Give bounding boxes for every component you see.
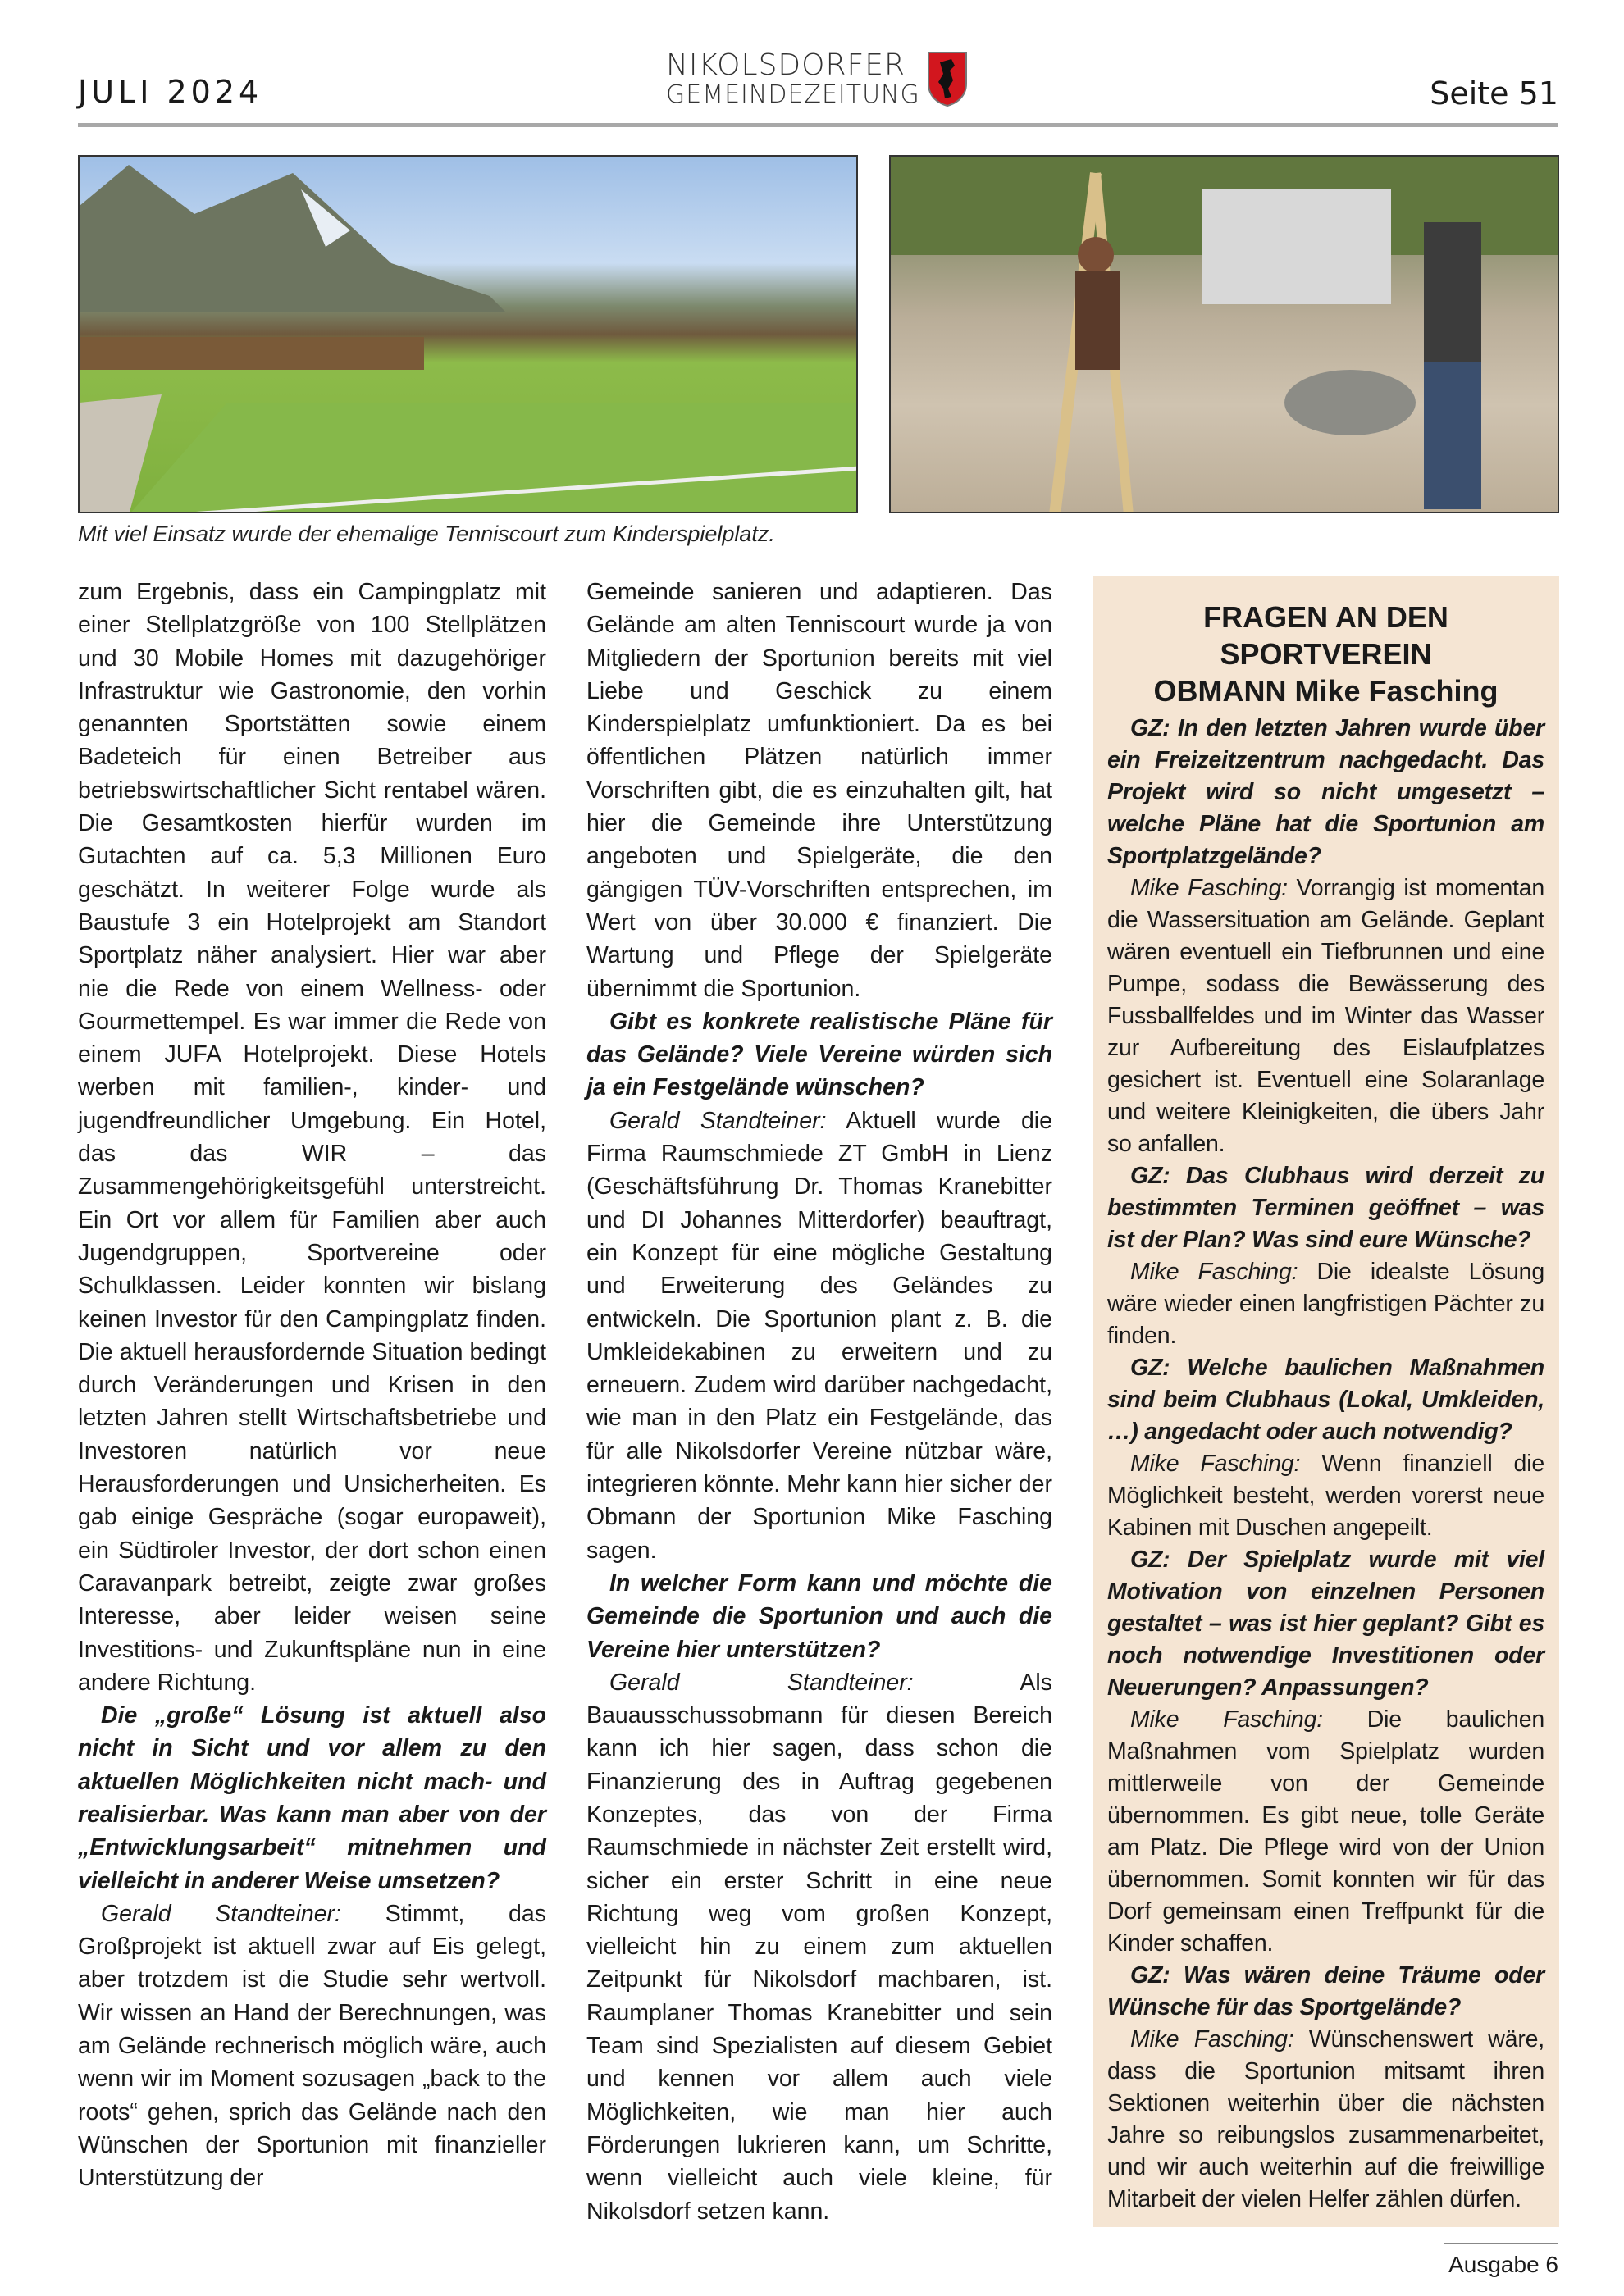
sidebar-title-line1: FRAGEN AN DEN SPORTVEREIN	[1203, 600, 1448, 671]
speaker-name: Mike Fasching:	[1130, 2026, 1294, 2052]
logo-line2: GEMEINDEZEITUNG	[666, 80, 920, 109]
answer-text: Stimmt, das Großprojekt ist aktuell zwar auf Eis gelegt, aber trotzdem ist die Studie sehr wertvoll. Wir wissen an Hand der Berechnungen, was am Gelände rechnerisch möglich wäre, auch wenn wir im Moment sozusagen „back to the roots“ gehen, sprich das Gelände nach den Wünschen der Sportunion mit finanzieller Unterstützung der	[78, 1900, 546, 2192]
answer-text: Als Bauausschussobmann für diesen Bereich kann ich hier sagen, dass schon die Finanzierung des in Auftrag gegebenen Konzeptes, das von der Firma Raumschmiede in nächster Zeit erstellt wird, sicher ein erster Schritt in eine neue Richtung weg vom großen Konzept, vielleicht hin zu einem zum aktuellen Zeitpunkt für Nikolsdorf machbaren, ist. Raumplaner Thomas Kranebitter und sein Team sind Spezialisten auf diesem Gebiet und kennen vor allem auch viele Möglichkeiten, wie man hier auch Förderungen lukrieren kann, um Schritte, wenn vielleicht auch viele kleine, für Nikolsdorf setzen kann.	[586, 1669, 1052, 2225]
speaker-name: Mike Fasching:	[1130, 1451, 1301, 1477]
speaker-name: Gerald Standteiner:	[609, 1107, 827, 1134]
interview-question: GZ: Der Spielplatz wurde mit viel Motivation von einzelnen Personen gestaltet – was ist hier geplant? Gibt es noch notwendige Investitionen oder Neuerungen? Anpassungen?	[1107, 1547, 1544, 1701]
interview-answer	[586, 1105, 1052, 1567]
interview-question: GZ: Was wären deine Träume oder Wünsche für das Sportgelände?	[1107, 1962, 1544, 2020]
masthead-logo	[666, 48, 968, 110]
interview-answer	[1107, 1704, 1544, 1960]
body-paragraph: Gemeinde sanieren und adaptieren. Das Gelände am alten Tenniscourt wurde ja von Mitgliedern der Sportunion bereits mit viel Liebe und Geschick zu einem Kinderspielplatz umfunktioniert. Da es bei öffentlichen Plätzen natürlich immer Vorschriften gibt, die es einzuhalten gilt, hat hier die Gemeinde ihre Unterstützung angeboten und Spielgeräte, die den gängigen TÜV-Vorschriften entsprechen, im Wert von über 30.000 € finanziert. Die Wartung und Pflege der Spielgeräte übernimmt die Sportunion.	[586, 579, 1052, 1002]
interview-answer	[1107, 872, 1544, 1160]
interview-question: Gibt es konkrete realistische Pläne für das Gelände? Viele Vereine würden sich ja ein Festgelände wünschen?	[586, 1008, 1052, 1101]
interview-answer	[586, 1666, 1052, 2228]
speaker-name: Gerald Standteiner:	[101, 1900, 341, 1927]
answer-text: Wünschenswert wäre, dass die Sportunion mitsamt ihren Sektionen weiterhin über die nächsten Jahre so reibungslos zusammenarbeitet, und wir auch weiterhin auf die freiwillige Mitarbeit der vielen Helfer zählen dürfen.	[1107, 2026, 1544, 2212]
interview-question: Die „große“ Lösung ist aktuell also nicht in Sicht und vor allem zu den aktuellen Möglichkeiten nicht mach- und realisierbar. Was kann man aber von der „Entwicklungsarbeit“ mitnehmen und vielleicht in anderer Weise umsetzen?	[78, 1702, 546, 1894]
sidebar-body	[1107, 713, 1544, 2216]
interview-answer	[1107, 2024, 1544, 2216]
header-rule	[78, 123, 1558, 127]
interview-question: In welcher Form kann und möchte die Gemeinde die Sportunion und auch die Vereine hier unterstützen?	[586, 1569, 1052, 1663]
interview-sidebar	[1093, 576, 1559, 2227]
interview-answer	[78, 1897, 546, 2195]
sidebar-title-line2: OBMANN Mike Fasching	[1153, 674, 1499, 708]
interview-answer	[1107, 1256, 1544, 1352]
footer-rule	[1444, 2243, 1558, 2244]
answer-text: Die baulichen Maßnahmen vom Spielplatz wurden mittlerweile von der Gemeinde übernommen. Es gibt neue, tolle Geräte am Platz. Die Pflege wird von der Union übernommen. Somit konnten wir für das Dorf gemeinsam einen Treffpunkt für die Kinder schaffen.	[1107, 1706, 1544, 1957]
photo-construction	[889, 155, 1559, 513]
photo-caption: Mit viel Einsatz wurde der ehemalige Tenniscourt zum Kinderspielplatz.	[78, 522, 775, 546]
interview-question: GZ: In den letzten Jahren wurde über ein Freizeitzentrum nachgedacht. Das Projekt wird so nicht umgesetzt – welche Pläne hat die Sportunion am Sportplatzgelände?	[1107, 715, 1544, 869]
sidebar-title	[1107, 599, 1544, 709]
speaker-name: Mike Fasching:	[1130, 1259, 1298, 1285]
body-paragraph: zum Ergebnis, dass ein Campingplatz mit einer Stellplatzgröße von 100 Stellplätzen und 30 Mobile Homes mit dazugehöriger Infrastruktur wie Gastronomie, den vorhin genannten Sportstätten sowie einem Badeteich für einen Betreiber aus betriebswirtschaftlicher Sicht rentabel wären. Die Gesamtkosten hierfür wurden im Gutachten auf ca. 5,3 Millionen Euro geschätzt. In weiterer Folge wurde als Baustufe 3 ein Hotelprojekt am Standort Sportplatz näher analysiert. Hier war aber nie die Rede von einem Wellness- oder Gourmettempel. Es war immer die Rede von einem JUFA Hotelprojekt. Diese Hotels werben mit familien-, kinder- und jugendfreundlicher Umgebung. Ein Hotel, das das WIR – das Zusammengehörigkeitsgefühl unterstreicht. Ein Ort vor allem für Familien aber auch Jugendgruppen, Sportvereine oder Schulklassen. Leider konnten wir bislang keinen Investor für den Campingplatz finden. Die aktuell herausfordernde Situation bedingt durch Veränderungen und Krisen in den letzten Jahren stellt Wirtschaftsbetriebe und Investoren natürlich vor neue Herausforderungen und Unsicherheiten. Es gab einige Gespräche (sogar europaweit), ein Südtiroler Investor, der dort schon einen Caravanpark betreibt, zeigte zwar großes Interesse, aber leider weisen seine Investitions- und Zukunftspläne nun in eine andere Richtung.	[78, 579, 546, 1696]
coat-of-arms-icon	[927, 51, 968, 107]
article-column-2	[586, 576, 1052, 2228]
answer-text: Wenn finanziell die Möglichkeit besteht, werden vorerst neue Kabinen mit Duschen angepeilt.	[1107, 1451, 1544, 1541]
photo-playground	[78, 155, 858, 513]
answer-text: Die idealste Lösung wäre wieder einen langfristigen Pächter zu finden.	[1107, 1259, 1544, 1349]
logo-line1: NIKOLSDORFER	[666, 48, 906, 82]
answer-text: Vorrangig ist momentan die Wassersituation am Gelände. Geplant wären eventuell ein Tiefbrunnen und eine Pumpe, sodass die Bewässerung des Fussballfeldes und im Winter das Wasser zur Aufbereitung des Eislaufplatzes gesichert ist. Eventuell eine Solaranlage und weitere Kleinigkeiten, die übers Jahr so anfallen.	[1107, 875, 1544, 1157]
answer-text: Aktuell wurde die Firma Raumschmiede ZT GmbH in Lienz (Geschäftsführung Dr. Thomas Kranebitter und DI Johannes Mitterdorfer) beauftragt, ein Konzept für eine mögliche Gestaltung und Erweiterung des Geländes zu entwickeln. Die Sportunion plant z. B. die Umkleidekabinen zu erweitern und zu erneuern. Zudem wird darüber nachgedacht, wie man in den Platz ein Festgelände, das für alle Nikolsdorfer Vereine nützbar wäre, integrieren könnte. Mehr kann hier sicher der Obmann der Sportunion Mike Fasching sagen.	[586, 1107, 1052, 1564]
issue-number: Ausgabe 6	[1448, 2252, 1558, 2277]
page-number: Seite 51	[1430, 75, 1558, 112]
speaker-name: Mike Fasching:	[1130, 1706, 1323, 1733]
article-column-1	[78, 576, 546, 2195]
speaker-name: Gerald Standteiner:	[609, 1669, 914, 1696]
interview-answer	[1107, 1448, 1544, 1544]
interview-question: GZ: Das Clubhaus wird derzeit zu bestimmten Terminen geöffnet – was ist der Plan? Was sind eure Wünsche?	[1107, 1163, 1544, 1253]
interview-question: GZ: Welche baulichen Maßnahmen sind beim Clubhaus (Lokal, Umkleiden, …) angedacht oder auch notwendig?	[1107, 1355, 1544, 1445]
speaker-name: Mike Fasching:	[1130, 875, 1288, 901]
issue-month: JULI 2024	[78, 74, 263, 110]
